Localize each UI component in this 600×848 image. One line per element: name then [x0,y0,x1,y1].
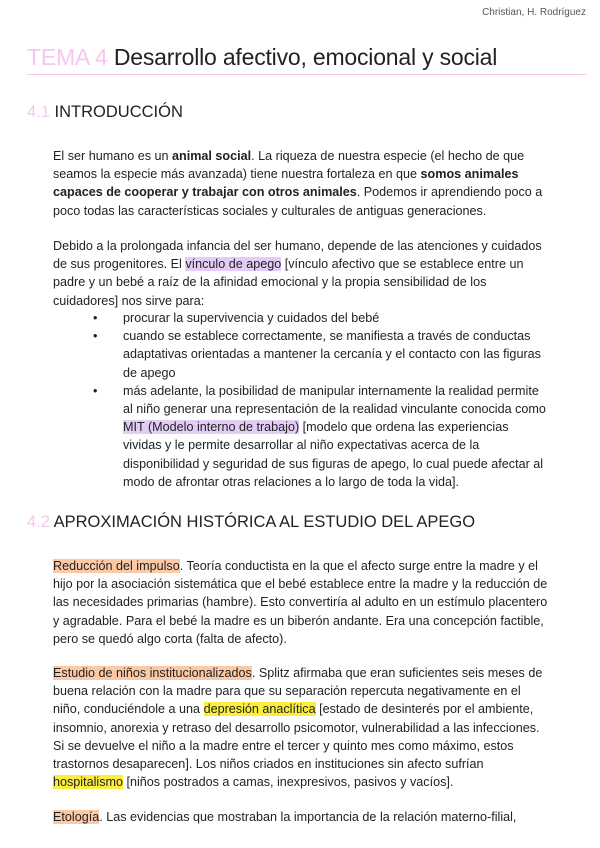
highlighted-term: Estudio de niños institucionalizados [53,666,252,680]
text-run: . Podemos ir aprendiendo poco a poco todas las características sociales y culturales de antiguas generaciones. [53,185,543,218]
list-item [53,309,548,327]
section-heading-aproximacion [27,513,475,532]
highlighted-term: MIT (Modelo interno de trabajo) [123,420,300,435]
bold-term: animal social [172,149,252,163]
bullet-list [53,309,548,491]
paragraph-intro-1 [53,147,548,220]
text-run: El ser humano es un [53,149,173,163]
section-title: APROXIMACIÓN HISTÓRICA AL ESTUDIO DEL APEGO [53,513,476,531]
section-number: 4.2 [27,513,50,531]
text-run: [vínculo afectivo que se establece entre un padre y un bebé a raíz de la afinidad emocional y la propia sensibilidad de los cuidadores] nos sirve para: [53,257,524,308]
text-run: . Teoría conductista en la que el afecto surge entre la madre y el hijo por la asociación sistemática que el bebé establece entre la madre y la reducción de las necesidades primarias (hambre). Esto convertiría al adulto en un estímulo placentero y agradable. Para el bebé la madre es un biberón andante. Era una concepción factible, pero se quedó algo corta (falta de afecto). [53,559,548,646]
bullet-icon: • [93,383,98,398]
highlighted-term: depresión anaclítica [203,702,316,717]
bullet-icon: • [93,311,98,325]
page-title [27,44,587,71]
highlighted-term: Reducción del impulso [53,559,180,573]
highlighted-term: vínculo de apego [185,257,282,272]
list-item-text: [modelo que ordena las experiencias vividas y le permite desarrollar al niño expectativas acerca de la disponibilidad y seguridad de sus figuras de apego, lo cual puede afectar al modo de afrontar otras relaciones a lo largo de toda la vida]. [123,420,544,489]
paragraph-intro-2 [53,237,548,310]
text-run: . Las evidencias que mostraban la importancia de la relación materno-filial, [99,810,517,824]
bullet-icon: • [93,329,98,344]
paragraph-etologia [53,808,548,826]
text-run: [estado de desinterés por el ambiente, insomnio, anorexia y retraso del desarrollo psicomotor, vulnerabilidad a las infecciones. Si se devuelve el niño a la madre entre el tercer y quinto mes como máximo, estos trastornos desaparecen]. Los niños criados en instituciones sin afecto sufrían [53,702,540,772]
paragraph-ninos-institucionalizados [53,664,548,791]
title-block [27,44,587,75]
section-heading-introduccion [27,103,183,122]
list-item [53,327,548,382]
list-item [53,382,548,491]
text-run: [niños postrados a camas, inexpresivos, pasivos y vacíos]. [123,775,454,790]
text-run: . La riqueza de nuestra especie (el hecho de que seamos la especie más avanzada) tiene nuestra fortaleza en que [53,149,525,182]
text-run: . Splitz afirmaba que eran suficientes seis meses de buena relación con la madre para que su separación repercuta negativamente en el niño, conduciéndole a una [53,666,543,717]
header-author: Christian, H. Rodríguez [482,7,586,18]
highlighted-term: hospitalismo [53,775,123,790]
title-number: TEMA 4 [27,44,108,70]
bold-term: somos animales capaces de cooperar y trabajar con otros animales [53,167,519,200]
paragraph-reduccion-impulso [53,557,548,648]
text-run: Debido a la prolongada infancia del ser humano, depende de las atenciones y cuidados de sus progenitores. El [53,239,542,272]
section-title: INTRODUCCIÓN [54,103,183,121]
section-number: 4.1 [27,103,50,121]
title-text: Desarrollo afectivo, emocional y social [113,44,498,70]
list-item-text: más adelante, la posibilidad de manipular internamente la realidad permite al niño generar una representación de la realidad vinculante conocida como [123,383,546,417]
list-item-text: cuando se establece correctamente, se manifiesta a través de conductas adaptativas orientadas a mantener la cercanía y el contacto con las figuras de apego [123,329,541,380]
highlighted-term: Etología [53,810,100,824]
list-item-text: procurar la supervivencia y cuidados del bebé [123,311,380,325]
